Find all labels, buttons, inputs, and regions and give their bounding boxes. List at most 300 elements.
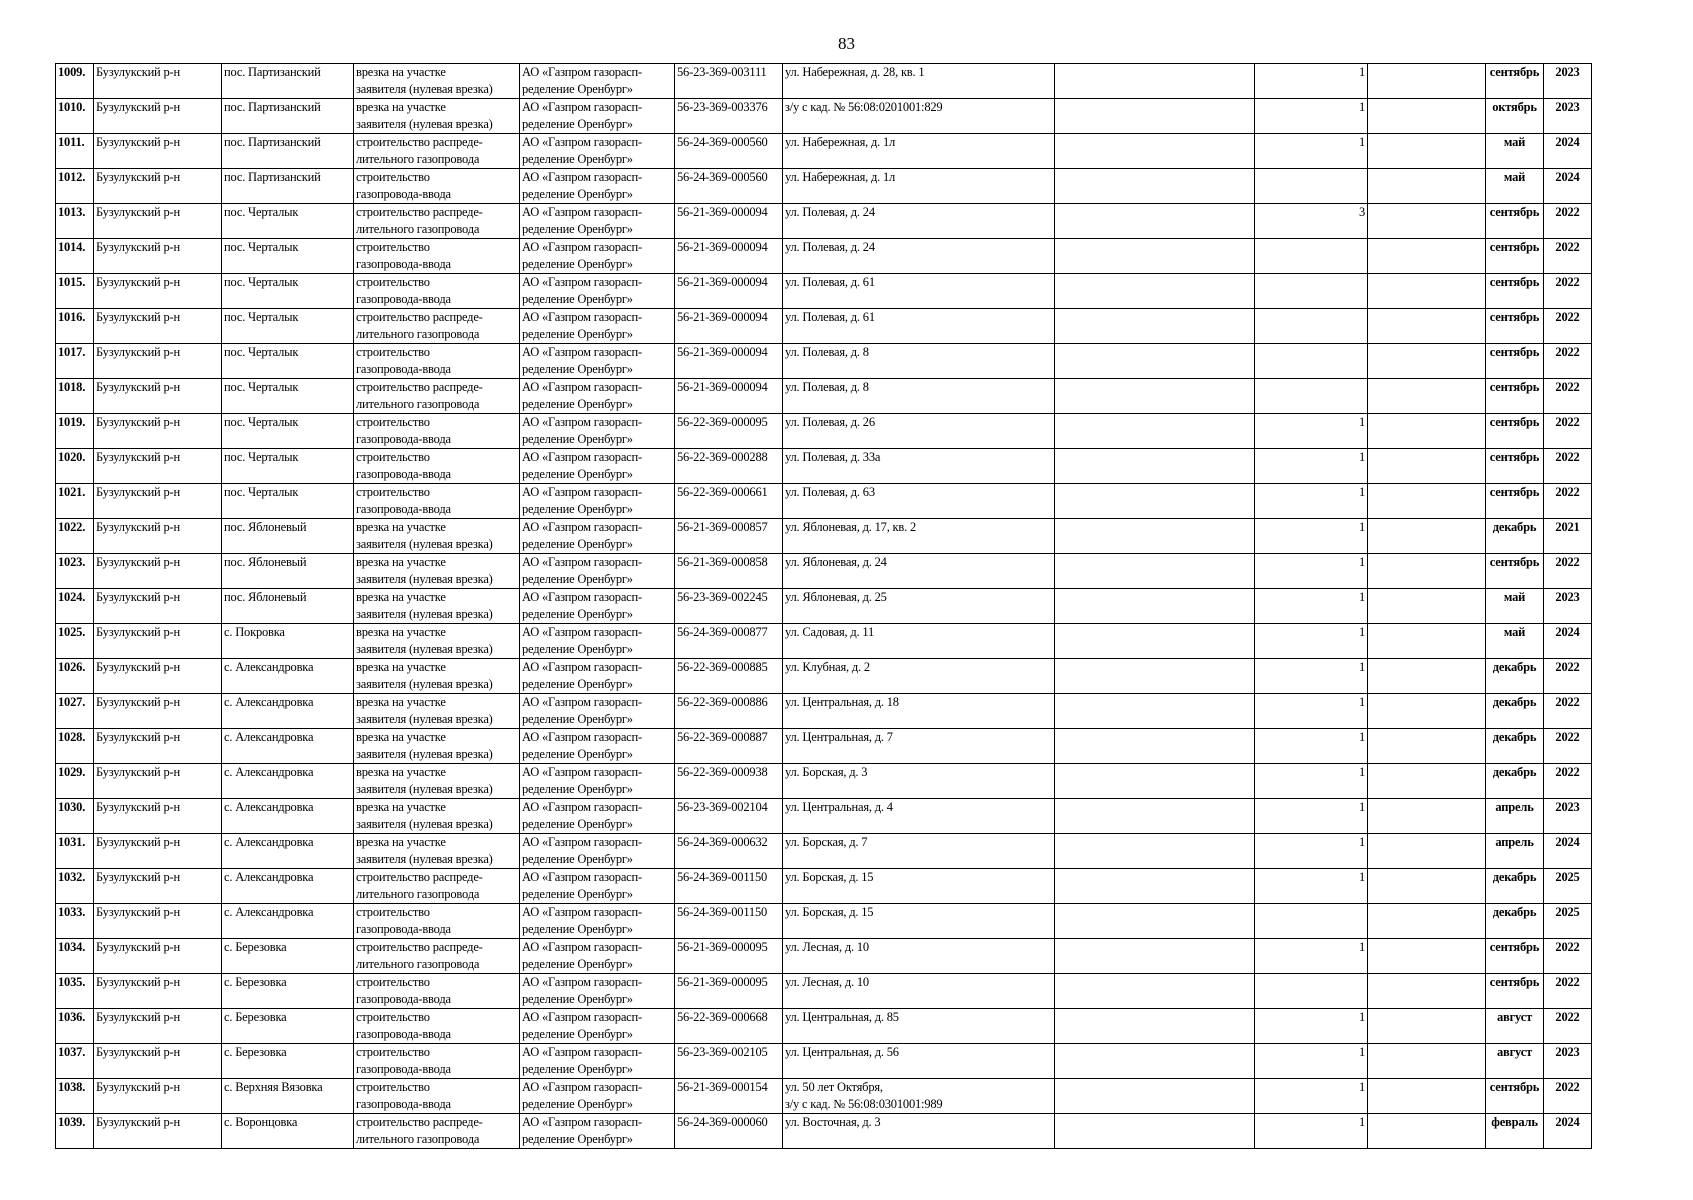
quantity-cell (1255, 239, 1368, 274)
quantity-cell (1255, 974, 1368, 1009)
request-code-text: 56-24-369-000877 (677, 625, 768, 639)
district-text: Бузулукский р-н (96, 1010, 180, 1024)
month-text: май (1503, 170, 1526, 184)
organization-text: ределение Оренбург» (522, 397, 633, 411)
organization-text: АО «Газпром газорасп- (522, 485, 642, 499)
quantity-cell (1255, 379, 1368, 414)
organization-cell (520, 204, 675, 239)
district-cell (94, 344, 222, 379)
organization-text: ределение Оренбург» (522, 362, 633, 376)
row-number-text: 1011. (58, 135, 85, 149)
table-row (56, 974, 1592, 1009)
work-type-text: врезка на участке (356, 660, 446, 674)
organization-cell (520, 309, 675, 344)
month-cell (1486, 449, 1544, 484)
address-text: ул. Борская, д. 15 (785, 905, 874, 919)
address-text: ул. Лесная, д. 10 (785, 940, 869, 954)
year-text: 2022 (1555, 765, 1580, 779)
request-code-cell (675, 1114, 783, 1149)
table-row (56, 904, 1592, 939)
request-code-cell (675, 484, 783, 519)
request-code-cell (675, 344, 783, 379)
organization-text: АО «Газпром газорасп- (522, 205, 642, 219)
organization-text: ределение Оренбург» (522, 642, 633, 656)
empty-cell (1368, 344, 1486, 379)
settlement-text: пос. Яблоневый (224, 520, 307, 534)
month-cell (1486, 344, 1544, 379)
empty-cell (1368, 694, 1486, 729)
request-code-cell (675, 974, 783, 1009)
row-number-cell (56, 519, 94, 554)
work-type-text: газопровода-ввода (356, 1097, 451, 1111)
request-code-cell (675, 799, 783, 834)
work-type-cell (354, 834, 520, 869)
empty-cell (1055, 974, 1255, 1009)
address-text: ул. Борская, д. 3 (785, 765, 868, 779)
table-row (56, 519, 1592, 554)
quantity-cell (1255, 274, 1368, 309)
year-text: 2022 (1555, 275, 1580, 289)
month-text: декабрь (1492, 695, 1537, 709)
row-number-text: 1028. (58, 730, 86, 744)
table-row (56, 169, 1592, 204)
settlement-text: пос. Партизанский (224, 135, 321, 149)
year-cell (1544, 344, 1592, 379)
organization-cell (520, 239, 675, 274)
table-row (56, 484, 1592, 519)
work-type-text: строительство (356, 170, 430, 184)
address-text: ул. Восточная, д. 3 (785, 1115, 881, 1129)
row-number-cell (56, 624, 94, 659)
district-cell (94, 379, 222, 414)
request-code-text: 56-21-369-000857 (677, 520, 768, 534)
organization-cell (520, 729, 675, 764)
organization-cell (520, 414, 675, 449)
district-text: Бузулукский р-н (96, 520, 180, 534)
district-text: Бузулукский р-н (96, 275, 180, 289)
request-code-text: 56-21-369-000154 (677, 1080, 768, 1094)
settlement-text: пос. Черталык (224, 485, 299, 499)
address-cell (783, 169, 1055, 204)
row-number-text: 1014. (58, 240, 86, 254)
work-type-text: заявителя (нулевая врезка) (356, 607, 493, 621)
settlement-cell (222, 414, 354, 449)
request-code-text: 56-22-369-000095 (677, 415, 768, 429)
work-type-text: врезка на участке (356, 100, 446, 114)
empty-cell (1368, 519, 1486, 554)
request-code-text: 56-21-369-000094 (677, 275, 768, 289)
work-type-cell (354, 344, 520, 379)
address-cell (783, 974, 1055, 1009)
work-type-cell (354, 449, 520, 484)
quantity-cell (1255, 1009, 1368, 1044)
quantity-text: 1 (1358, 485, 1365, 499)
district-text: Бузулукский р-н (96, 905, 180, 919)
organization-text: АО «Газпром газорасп- (522, 275, 642, 289)
table-row (56, 1009, 1592, 1044)
row-number-cell (56, 169, 94, 204)
address-cell (783, 1044, 1055, 1079)
organization-text: ределение Оренбург» (522, 1132, 633, 1146)
table-row (56, 799, 1592, 834)
row-number-text: 1032. (58, 870, 86, 884)
month-text: май (1503, 590, 1526, 604)
organization-text: ределение Оренбург» (522, 887, 633, 901)
empty-cell (1055, 904, 1255, 939)
address-text: з/у с кад. № 56:08:0301001:989 (785, 1097, 943, 1111)
year-text: 2023 (1555, 1045, 1580, 1059)
work-type-text: строительство (356, 450, 430, 464)
work-type-text: заявителя (нулевая врезка) (356, 782, 493, 796)
work-type-cell (354, 414, 520, 449)
district-cell (94, 764, 222, 799)
empty-cell (1055, 274, 1255, 309)
district-text: Бузулукский р-н (96, 835, 180, 849)
organization-text: ределение Оренбург» (522, 1097, 633, 1111)
row-number-cell (56, 939, 94, 974)
district-text: Бузулукский р-н (96, 170, 180, 184)
empty-cell (1055, 204, 1255, 239)
organization-text: ределение Оренбург» (522, 712, 633, 726)
row-number-text: 1013. (58, 205, 86, 219)
request-code-text: 56-21-369-000094 (677, 205, 768, 219)
year-text: 2022 (1555, 345, 1580, 359)
year-cell (1544, 99, 1592, 134)
year-cell (1544, 974, 1592, 1009)
organization-text: ределение Оренбург» (522, 117, 633, 131)
work-type-text: лительного газопровода (356, 397, 480, 411)
month-text: сентябрь (1489, 345, 1540, 359)
year-cell (1544, 659, 1592, 694)
settlement-cell (222, 624, 354, 659)
empty-cell (1055, 589, 1255, 624)
table-row (56, 1079, 1592, 1114)
table-row (56, 554, 1592, 589)
month-text: сентябрь (1489, 275, 1540, 289)
month-text: сентябрь (1489, 380, 1540, 394)
district-text: Бузулукский р-н (96, 695, 180, 709)
district-text: Бузулукский р-н (96, 485, 180, 499)
quantity-text: 1 (1358, 590, 1365, 604)
row-number-cell (56, 729, 94, 764)
organization-text: ределение Оренбург» (522, 607, 633, 621)
district-cell (94, 659, 222, 694)
address-text: з/у с кад. № 56:08:0201001:829 (785, 100, 943, 114)
district-text: Бузулукский р-н (96, 450, 180, 464)
table-row (56, 204, 1592, 239)
settlement-text: с. Александровка (224, 835, 314, 849)
work-type-text: газопровода-ввода (356, 467, 451, 481)
work-type-cell (354, 554, 520, 589)
request-code-cell (675, 274, 783, 309)
table-row (56, 659, 1592, 694)
request-code-text: 56-22-369-000938 (677, 765, 768, 779)
request-code-cell (675, 414, 783, 449)
organization-cell (520, 904, 675, 939)
row-number-cell (56, 799, 94, 834)
work-type-text: газопровода-ввода (356, 257, 451, 271)
quantity-text: 1 (1358, 415, 1365, 429)
empty-cell (1368, 869, 1486, 904)
settlement-cell (222, 449, 354, 484)
address-cell (783, 1079, 1055, 1114)
empty-cell (1055, 64, 1255, 99)
month-cell (1486, 834, 1544, 869)
month-text: август (1496, 1045, 1533, 1059)
organization-text: АО «Газпром газорасп- (522, 415, 642, 429)
organization-text: ределение Оренбург» (522, 957, 633, 971)
settlement-text: с. Александровка (224, 870, 314, 884)
district-text: Бузулукский р-н (96, 555, 180, 569)
year-cell (1544, 274, 1592, 309)
organization-cell (520, 799, 675, 834)
empty-cell (1368, 134, 1486, 169)
year-text: 2024 (1555, 625, 1580, 639)
work-type-cell (354, 799, 520, 834)
month-text: декабрь (1492, 905, 1537, 919)
month-cell (1486, 519, 1544, 554)
year-cell (1544, 169, 1592, 204)
organization-cell (520, 64, 675, 99)
organization-text: АО «Газпром газорасп- (522, 310, 642, 324)
request-code-cell (675, 1079, 783, 1114)
organization-text: ределение Оренбург» (522, 432, 633, 446)
month-cell (1486, 414, 1544, 449)
settlement-text: с. Покровка (224, 625, 285, 639)
district-cell (94, 239, 222, 274)
month-text: декабрь (1492, 660, 1537, 674)
row-number-cell (56, 239, 94, 274)
organization-text: АО «Газпром газорасп- (522, 170, 642, 184)
year-text: 2023 (1555, 800, 1580, 814)
request-code-text: 56-21-369-000094 (677, 310, 768, 324)
month-text: декабрь (1492, 765, 1537, 779)
empty-cell (1055, 1009, 1255, 1044)
work-type-text: врезка на участке (356, 695, 446, 709)
settlement-cell (222, 904, 354, 939)
row-number-text: 1012. (58, 170, 86, 184)
quantity-text: 1 (1358, 555, 1365, 569)
table-row (56, 729, 1592, 764)
organization-cell (520, 869, 675, 904)
settlement-cell (222, 379, 354, 414)
organization-text: ределение Оренбург» (522, 1027, 633, 1041)
year-text: 2024 (1555, 135, 1580, 149)
empty-cell (1055, 379, 1255, 414)
district-cell (94, 99, 222, 134)
work-type-text: строительство (356, 485, 430, 499)
organization-cell (520, 1009, 675, 1044)
year-text: 2022 (1555, 240, 1580, 254)
row-number-cell (56, 694, 94, 729)
empty-cell (1368, 1114, 1486, 1149)
settlement-text: пос. Черталык (224, 240, 299, 254)
district-text: Бузулукский р-н (96, 65, 180, 79)
year-text: 2021 (1555, 520, 1580, 534)
empty-cell (1055, 939, 1255, 974)
address-text: ул. Лесная, д. 10 (785, 975, 869, 989)
request-code-text: 56-22-369-000661 (677, 485, 768, 499)
work-type-text: заявителя (нулевая врезка) (356, 642, 493, 656)
request-code-cell (675, 64, 783, 99)
month-text: октябрь (1492, 100, 1537, 114)
year-cell (1544, 1079, 1592, 1114)
month-text: декабрь (1492, 870, 1537, 884)
settlement-text: с. Березовка (224, 1045, 287, 1059)
work-type-text: врезка на участке (356, 65, 446, 79)
table-row (56, 694, 1592, 729)
work-type-cell (354, 274, 520, 309)
quantity-cell (1255, 764, 1368, 799)
work-type-cell (354, 239, 520, 274)
year-text: 2022 (1555, 485, 1580, 499)
year-text: 2023 (1555, 100, 1580, 114)
row-number-text: 1019. (58, 415, 86, 429)
work-type-text: строительство (356, 240, 430, 254)
month-cell (1486, 869, 1544, 904)
work-type-text: газопровода-ввода (356, 992, 451, 1006)
request-code-text: 56-24-369-000560 (677, 135, 768, 149)
work-type-text: газопровода-ввода (356, 362, 451, 376)
row-number-cell (56, 589, 94, 624)
settlement-text: с. Александровка (224, 905, 314, 919)
table-row (56, 99, 1592, 134)
settlement-cell (222, 134, 354, 169)
district-text: Бузулукский р-н (96, 135, 180, 149)
settlement-cell (222, 99, 354, 134)
year-text: 2022 (1555, 310, 1580, 324)
settlement-cell (222, 764, 354, 799)
year-text: 2023 (1555, 65, 1580, 79)
year-text: 2022 (1555, 450, 1580, 464)
request-code-text: 56-21-369-000094 (677, 345, 768, 359)
quantity-cell (1255, 64, 1368, 99)
organization-text: ределение Оренбург» (522, 82, 633, 96)
month-text: сентябрь (1489, 240, 1540, 254)
organization-text: ределение Оренбург» (522, 257, 633, 271)
organization-cell (520, 974, 675, 1009)
empty-cell (1368, 624, 1486, 659)
address-cell (783, 554, 1055, 589)
empty-cell (1368, 379, 1486, 414)
work-type-text: строительство распреде- (356, 135, 483, 149)
year-cell (1544, 764, 1592, 799)
organization-text: АО «Газпром газорасп- (522, 765, 642, 779)
year-text: 2025 (1555, 870, 1580, 884)
quantity-cell (1255, 939, 1368, 974)
year-cell (1544, 204, 1592, 239)
row-number-text: 1015. (58, 275, 86, 289)
address-text: ул. Центральная, д. 56 (785, 1045, 899, 1059)
empty-cell (1368, 729, 1486, 764)
empty-cell (1368, 554, 1486, 589)
year-cell (1544, 869, 1592, 904)
work-type-text: врезка на участке (356, 625, 446, 639)
empty-cell (1055, 169, 1255, 204)
empty-cell (1368, 309, 1486, 344)
quantity-text: 1 (1358, 695, 1365, 709)
work-type-cell (354, 974, 520, 1009)
settlement-cell (222, 344, 354, 379)
work-type-text: заявителя (нулевая врезка) (356, 677, 493, 691)
empty-cell (1055, 659, 1255, 694)
organization-text: АО «Газпром газорасп- (522, 835, 642, 849)
organization-text: АО «Газпром газорасп- (522, 520, 642, 534)
request-code-cell (675, 834, 783, 869)
month-cell (1486, 624, 1544, 659)
work-type-text: строительство (356, 1010, 430, 1024)
row-number-cell (56, 344, 94, 379)
settlement-text: пос. Черталык (224, 450, 299, 464)
row-number-text: 1017. (58, 345, 86, 359)
table-row (56, 344, 1592, 379)
row-number-cell (56, 834, 94, 869)
district-text: Бузулукский р-н (96, 765, 180, 779)
address-cell (783, 1009, 1055, 1044)
year-text: 2022 (1555, 1010, 1580, 1024)
address-text: ул. Клубная, д. 2 (785, 660, 870, 674)
settlement-cell (222, 834, 354, 869)
work-type-cell (354, 169, 520, 204)
settlement-cell (222, 204, 354, 239)
month-cell (1486, 729, 1544, 764)
quantity-cell (1255, 624, 1368, 659)
organization-text: АО «Газпром газорасп- (522, 135, 642, 149)
district-cell (94, 134, 222, 169)
year-text: 2022 (1555, 205, 1580, 219)
row-number-text: 1030. (58, 800, 86, 814)
month-text: сентябрь (1489, 1080, 1540, 1094)
quantity-text: 1 (1358, 800, 1365, 814)
work-type-cell (354, 624, 520, 659)
organization-cell (520, 1044, 675, 1079)
district-cell (94, 1079, 222, 1114)
work-type-cell (354, 939, 520, 974)
work-type-text: строительство (356, 275, 430, 289)
row-number-cell (56, 764, 94, 799)
address-text: ул. Центральная, д. 18 (785, 695, 899, 709)
month-text: сентябрь (1489, 310, 1540, 324)
settlement-text: с. Березовка (224, 1010, 287, 1024)
work-type-text: врезка на участке (356, 730, 446, 744)
address-cell (783, 834, 1055, 869)
settlement-text: с. Березовка (224, 975, 287, 989)
organization-text: АО «Газпром газорасп- (522, 730, 642, 744)
organization-cell (520, 484, 675, 519)
quantity-cell (1255, 554, 1368, 589)
month-text: декабрь (1492, 520, 1537, 534)
work-type-text: газопровода-ввода (356, 187, 451, 201)
month-text: сентябрь (1489, 415, 1540, 429)
quantity-cell (1255, 519, 1368, 554)
district-text: Бузулукский р-н (96, 100, 180, 114)
organization-text: АО «Газпром газорасп- (522, 1045, 642, 1059)
address-text: ул. Полевая, д. 8 (785, 345, 869, 359)
year-cell (1544, 414, 1592, 449)
quantity-cell (1255, 659, 1368, 694)
address-cell (783, 99, 1055, 134)
quantity-text: 1 (1358, 520, 1365, 534)
month-text: декабрь (1492, 730, 1537, 744)
row-number-cell (56, 1044, 94, 1079)
row-number-text: 1031. (58, 835, 86, 849)
address-cell (783, 134, 1055, 169)
organization-text: ределение Оренбург» (522, 747, 633, 761)
request-code-text: 56-23-369-002105 (677, 1045, 768, 1059)
month-cell (1486, 904, 1544, 939)
district-cell (94, 834, 222, 869)
quantity-cell (1255, 134, 1368, 169)
